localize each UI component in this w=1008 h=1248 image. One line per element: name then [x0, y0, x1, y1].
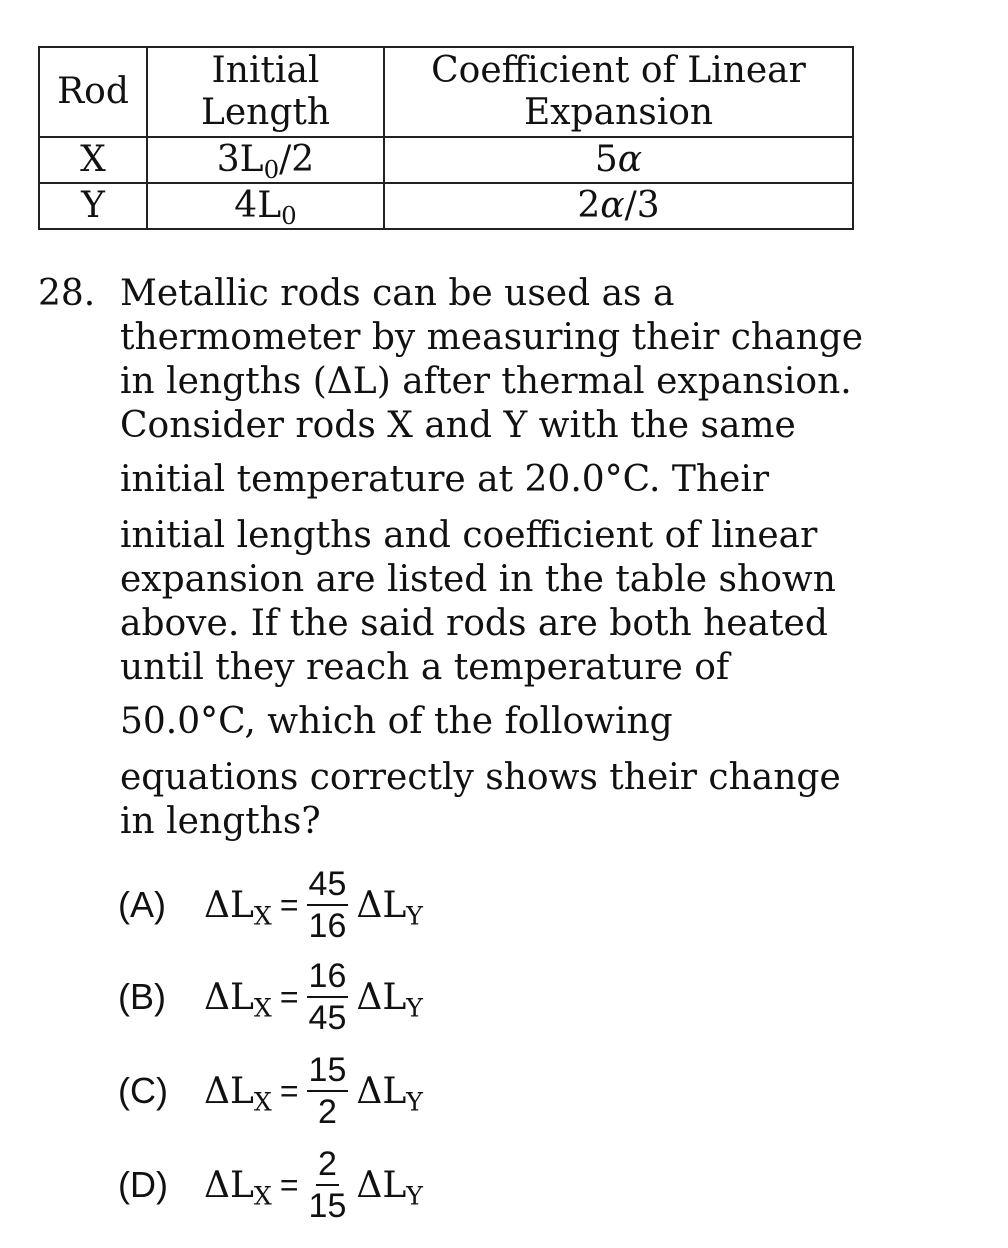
- numerator: 45: [307, 866, 349, 906]
- question-line: initial temperature at 20.0°C. Their: [120, 459, 770, 500]
- header-coefficient-line-2: Expansion: [523, 92, 714, 133]
- option-a[interactable]: [118, 860, 718, 950]
- rod-properties-table: [38, 46, 854, 230]
- cell-rod: X: [39, 137, 147, 183]
- header-coefficient: [384, 47, 853, 137]
- fraction: [307, 1146, 349, 1224]
- table-row: [39, 183, 853, 229]
- delta-l-x: $\Delta L_X$: [204, 884, 272, 931]
- cell-rod: Y: [39, 183, 147, 229]
- expansion-pre: 2: [577, 185, 601, 226]
- header-initial-length: [147, 47, 384, 137]
- option-label: (D): [118, 1164, 168, 1205]
- option-b[interactable]: [118, 952, 718, 1042]
- cell-initial-length: [147, 137, 384, 183]
- header-coefficient-line-1: Coefficient of Linear: [431, 50, 806, 91]
- option-label: (C): [118, 1070, 168, 1111]
- table-header-row: [39, 47, 853, 137]
- question-line: in lengths (ΔL) after thermal expansion.: [120, 361, 852, 402]
- question-line: expansion are listed in the table shown: [120, 559, 836, 600]
- numerator: 16: [307, 958, 349, 998]
- length-sub: 0: [263, 154, 280, 184]
- delta-l-x: $\Delta L_X$: [204, 976, 272, 1023]
- question-line: above. If the said rods are both heated: [120, 603, 828, 644]
- equals-sign: =: [279, 978, 299, 1015]
- alpha-symbol: α: [600, 185, 625, 226]
- denominator: 2: [317, 1093, 337, 1131]
- header-initial-length-line-1: Initial: [211, 50, 320, 91]
- delta-l-x: $\Delta L_X$: [204, 1070, 272, 1117]
- delta-l-y: $\Delta L_Y$: [356, 1164, 423, 1211]
- question-line: thermometer by measuring their change: [120, 317, 864, 358]
- cell-initial-length: [147, 183, 384, 229]
- fraction: [307, 1052, 349, 1130]
- table-row: [39, 137, 853, 183]
- length-coef: 4L: [234, 185, 282, 226]
- expansion-pre: 5: [594, 139, 618, 180]
- option-label: (A): [118, 884, 166, 925]
- option-equation: [204, 1140, 423, 1230]
- fraction: [307, 958, 349, 1036]
- question-line: 50.0°C, which of the following: [120, 701, 673, 742]
- question-number: 28.: [38, 273, 96, 314]
- equals-sign: =: [279, 886, 299, 923]
- option-equation: [204, 1046, 423, 1136]
- question-line: Consider rods X and Y with the same: [120, 405, 796, 446]
- option-c[interactable]: [118, 1046, 718, 1136]
- delta-l-y: $\Delta L_Y$: [356, 1070, 423, 1117]
- length-sub: 0: [281, 200, 297, 230]
- option-equation: [204, 952, 423, 1042]
- fraction: [307, 866, 349, 944]
- question-line: Metallic rods can be used as a: [120, 273, 675, 314]
- denominator: 15: [308, 1187, 347, 1225]
- question-line: initial lengths and coefficient of linear: [120, 515, 818, 556]
- length-tail: /2: [279, 139, 315, 180]
- equals-sign: =: [279, 1166, 299, 1203]
- header-initial-length-line-2: Length: [200, 92, 331, 133]
- header-rod-line: Rod: [57, 71, 129, 112]
- question-line: in lengths?: [120, 801, 321, 842]
- delta-l-y: $\Delta L_Y$: [356, 884, 423, 931]
- question-text: [120, 272, 870, 844]
- cell-expansion: [384, 137, 853, 183]
- option-equation: [204, 860, 423, 950]
- delta-l-x: $\Delta L_X$: [204, 1164, 272, 1211]
- expansion-post: /3: [624, 185, 660, 226]
- cell-expansion: [384, 183, 853, 229]
- numerator: 15: [307, 1052, 349, 1092]
- question-line: equations correctly shows their change: [120, 757, 841, 798]
- delta-l-y: $\Delta L_Y$: [356, 976, 423, 1023]
- denominator: 16: [308, 907, 347, 945]
- option-d[interactable]: [118, 1140, 718, 1230]
- header-rod: [39, 47, 147, 137]
- equals-sign: =: [279, 1072, 299, 1109]
- length-coef: 3L: [216, 139, 264, 180]
- option-label: (B): [118, 976, 166, 1017]
- question-line: until they reach a temperature of: [120, 647, 730, 688]
- denominator: 45: [308, 999, 347, 1037]
- alpha-symbol: α: [617, 139, 643, 180]
- numerator: 2: [316, 1146, 339, 1186]
